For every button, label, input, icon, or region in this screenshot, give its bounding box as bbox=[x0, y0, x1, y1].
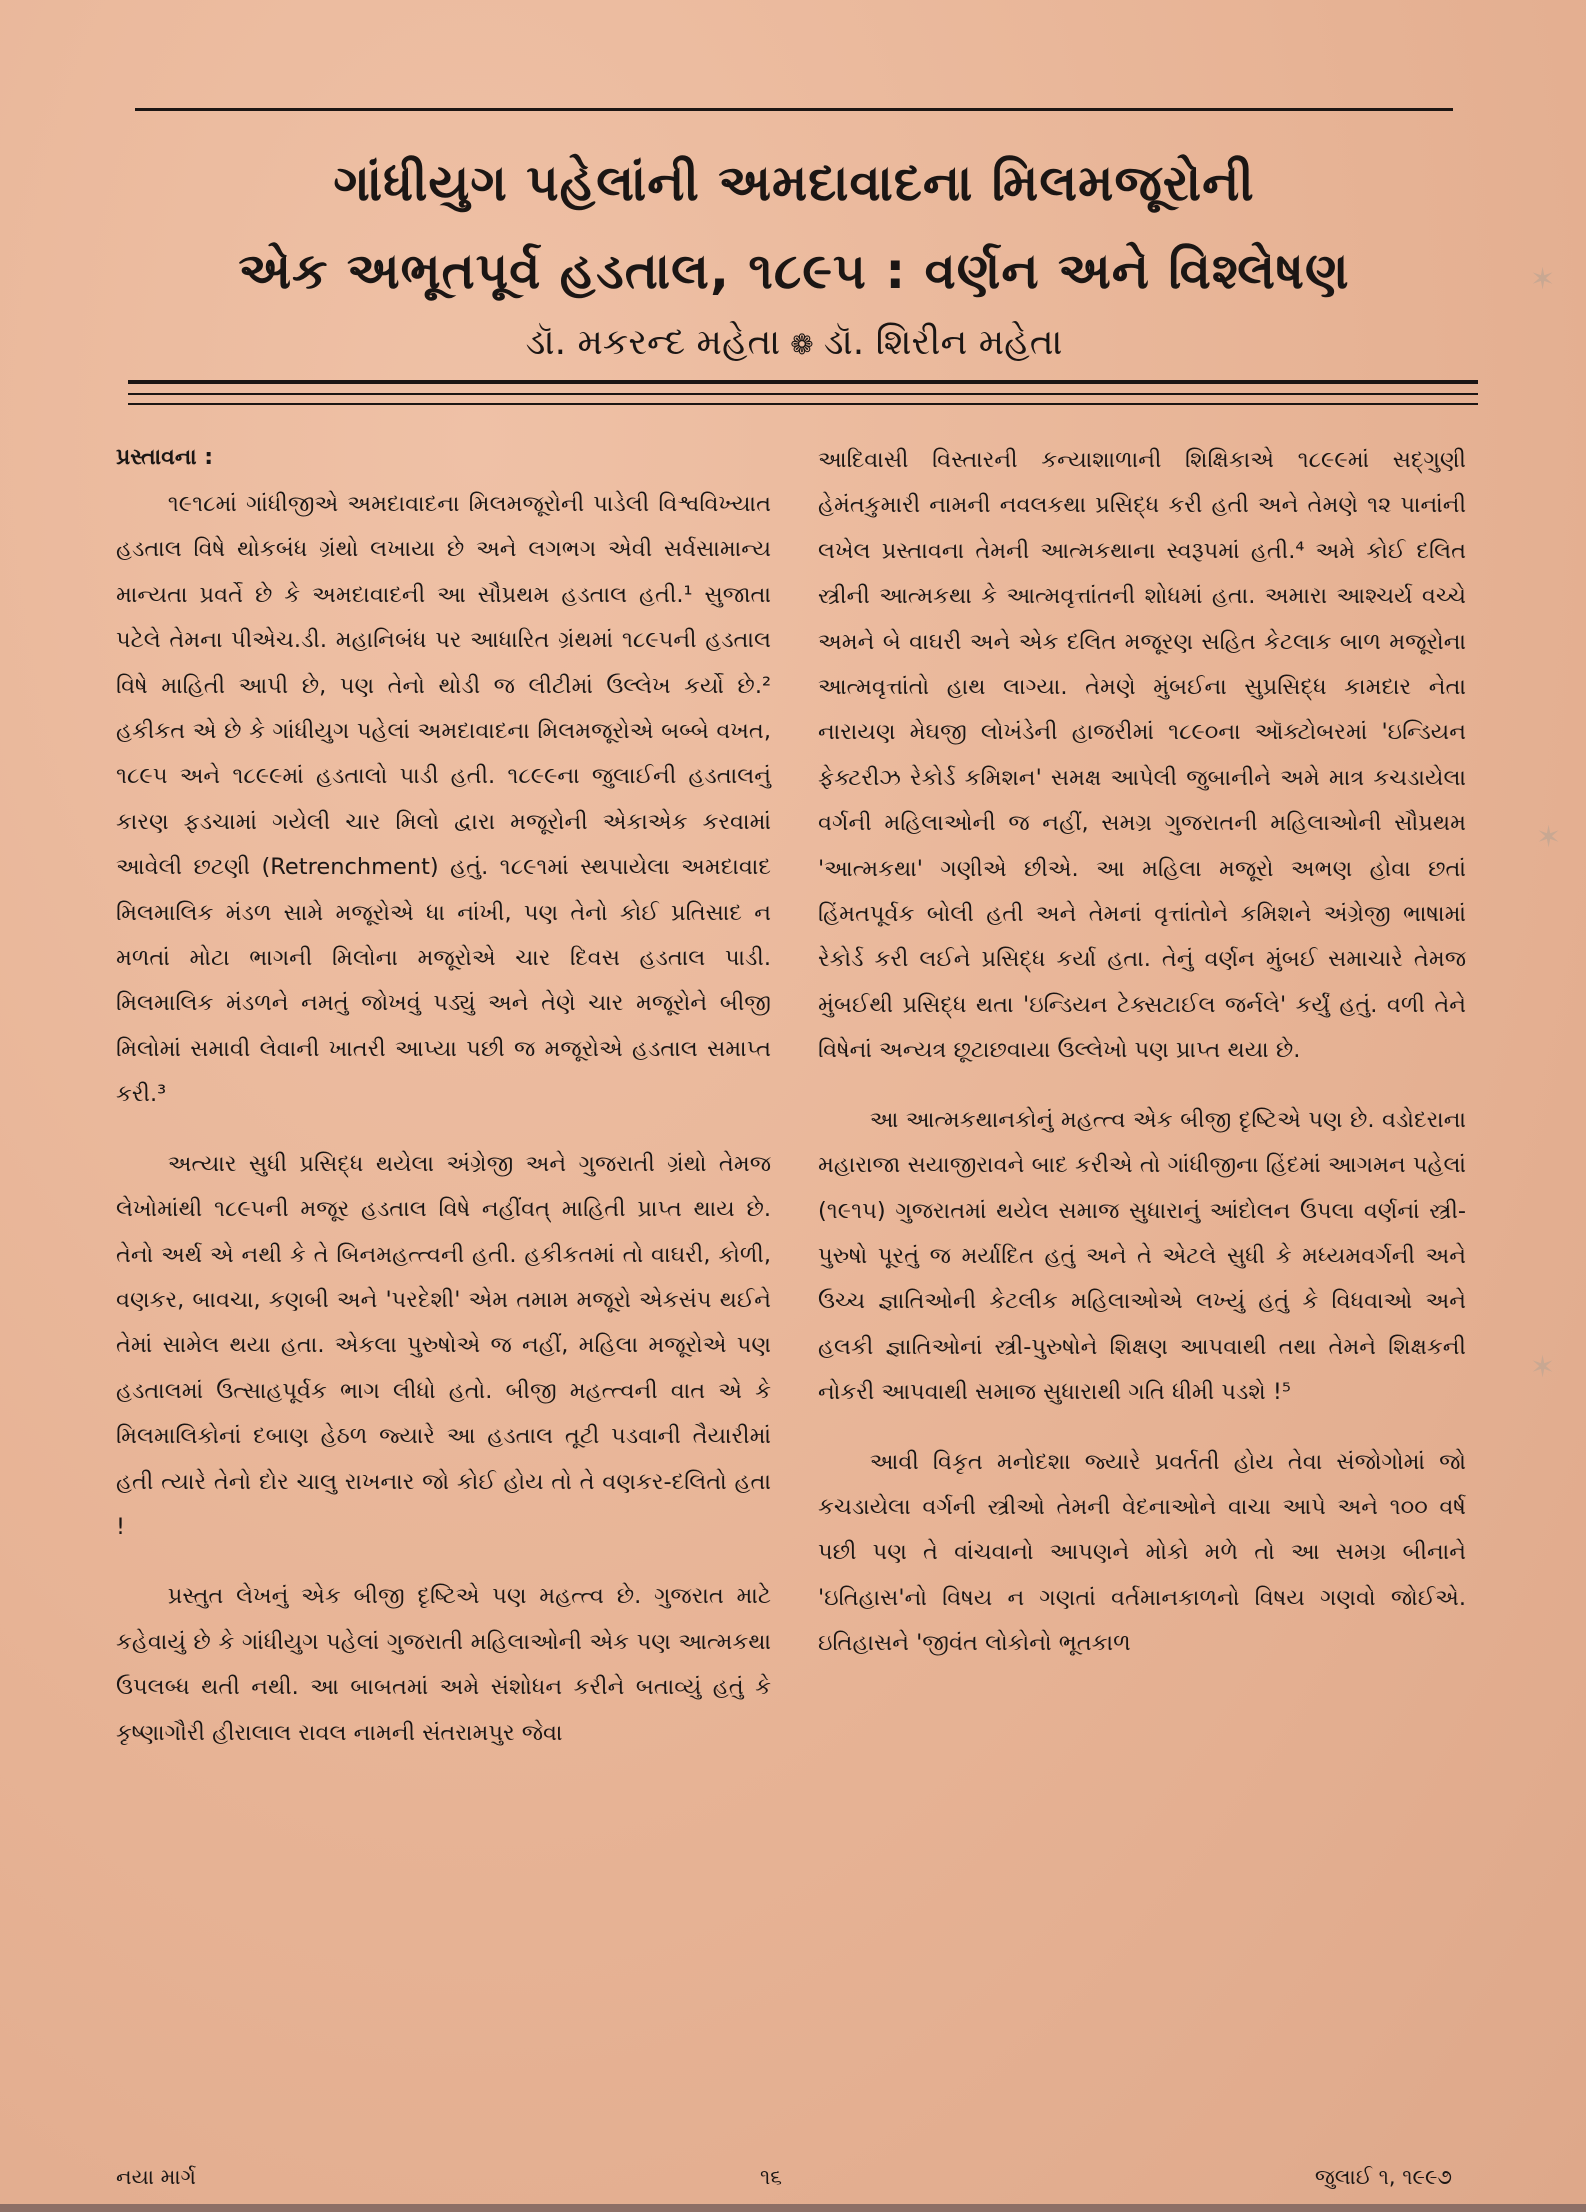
author-second: ડૉ. શિરીન મહેતા bbox=[823, 322, 1063, 363]
paper-speck-icon: ✶ bbox=[1530, 1350, 1556, 1385]
article-title-line-2: એક અભૂતપૂર્વ હડતાલ, ૧૮૯૫ : વર્ણન અને વિશ્લેષણ bbox=[238, 242, 1350, 300]
right-column bbox=[818, 438, 1466, 1667]
paragraph: અત્યાર સુધી પ્રસિદ્ધ થયેલા અંગ્રેજી અને ગુજરાતી ગ્રંથો તેમજ લેખોમાંથી ૧૮૯૫ની મજૂર હડતાલ વિષે નહીંવત્ માહિતી પ્રાપ્ત થાય છે. તેનો અર્થ એ નથી કે તે બિનમહત્ત્વની હતી. હકીકતમાં તો વાઘરી, કોળી, વણકર, બાવચા, કણબી અને 'પરદેશી' એમ તમામ મજૂરો એકસંપ થઈને તેમાં સામેલ થયા હતા. એકલા પુરુષોએ જ નહીં, મહિલા મજૂરોએ પણ હડતાલમાં ઉત્સાહપૂર્વક ભાગ લીધો હતો. બીજી મહત્ત્વની વાત એ કે મિલમાલિકોનાં દબાણ હેઠળ જ્યારે આ હડતાલ તૂટી પડવાની તૈયારીમાં હતી ત્યારે તેનો દોર ચાલુ રાખનાર જો કોઈ હોય તો તે વણકર-દલિતો હતા ! bbox=[116, 1150, 771, 1540]
paragraph: પ્રસ્તુત લેખનું એક બીજી દૃષ્ટિએ પણ મહત્ત્વ છે. ગુજરાત માટે કહેવાયું છે કે ગાંધીયુગ પહેલાં ગુજરાતી મહિલાઓની એક પણ આત્મકથા ઉપલબ્ધ થતી નથી. આ બાબતમાં અમે સંશોધન કરીને બતાવ્યું હતું કે કૃષ્ણાગૌરી હીરાલાલ રાવલ નામની સંતરામપુર જેવા bbox=[116, 1583, 771, 1746]
title-rule-thick bbox=[128, 380, 1478, 384]
top-rule bbox=[135, 108, 1453, 111]
paper-speck-icon: ✶ bbox=[1536, 820, 1562, 855]
paragraph: આવી વિકૃત મનોદશા જ્યારે પ્રવર્તતી હોય તેવા સંજોગોમાં જો કચડાયેલા વર્ગની સ્ત્રીઓ તેમની વેદનાઓને વાચા આપે અને ૧૦૦ વર્ષ પછી પણ તે વાંચવાનો આપણને મોકો મળે તો આ સમગ્ર બીનાને 'ઇતિહાસ'નો વિષય ન ગણતાં વર્તમાનકાળનો વિષય ગણવો જોઈએ. ઇતિહાસને 'જીવંત લોકોનો ભૂતકાળ bbox=[818, 1448, 1466, 1657]
footer-date: જુલાઈ ૧, ૧૯૯૭ bbox=[1314, 2165, 1452, 2189]
paper-speck-icon: ✶ bbox=[1530, 262, 1556, 297]
author-separator: ❁ bbox=[790, 328, 814, 361]
paragraph: ૧૯૧૮માં ગાંધીજીએ અમદાવાદના મિલમજૂરોની પાડેલી વિશ્વવિખ્યાત હડતાલ વિષે થોકબંધ ગ્રંથો લખાયા છે અને લગભગ એવી સર્વસામાન્ય માન્યતા પ્રવર્તે છે કે અમદાવાદની આ સૌપ્રથમ હડતાલ હતી.¹ સુજાતા પટેલે તેમના પીએચ.ડી. મહાનિબંધ પર આધારિત ગ્રંથમાં ૧૮૯૫ની હડતાલ વિષે માહિતી આપી છે, પણ તેનો થોડી જ લીટીમાં ઉલ્લેખ કર્યો છે.² હકીકત એ છે કે ગાંધીયુગ પહેલાં અમદાવાદના મિલમજૂરોએ બબ્બે વખત, ૧૮૯૫ અને ૧૮૯૯માં હડતાલો પાડી હતી. ૧૮૯૯ના જુલાઈની હડતાલનું કારણ ફડચામાં ગયેલી ચાર મિલો દ્વારા મજૂરોની એકાએક કરવામાં આવેલી છટણી (Retrenchment) હતું. ૧૮૯૧માં સ્થપાયેલા અમદાવાદ મિલમાલિક મંડળ સામે મજૂરોએ ધા નાંખી, પણ તેનો કોઈ પ્રતિસાદ ન મળતાં મોટા ભાગની મિલોના મજૂરોએ ચાર દિવસ હડતાલ પાડી. મિલમાલિક મંડળને નમતું જોખવું પડ્યું અને તેણે ચાર મજૂરોને બીજી મિલોમાં સમાવી લેવાની ખાતરી આપ્યા પછી જ મજૂરોએ હડતાલ સમાપ્ત કરી.³ bbox=[116, 491, 771, 1108]
footer-publication: નયા માર્ગ bbox=[116, 2165, 196, 2189]
title-rule-thin-2 bbox=[128, 403, 1478, 405]
authors-byline bbox=[135, 316, 1453, 372]
page-bottom-edge bbox=[0, 2204, 1586, 2212]
paragraph: આદિવાસી વિસ્તારની કન્યાશાળાની શિક્ષિકાએ ૧૮૯૯માં સદ્ગુણી હેમંતકુમારી નામની નવલકથા પ્રસિદ્ધ કરી હતી અને તેમણે ૧૨ પાનાંની લખેલ પ્રસ્તાવના તેમની આત્મકથાના સ્વરૂપમાં હતી.⁴ અમે કોઈ દલિત સ્ત્રીની આત્મકથા કે આત્મવૃત્તાંતની શોધમાં હતા. અમારા આશ્ચર્ય વચ્ચે અમને બે વાઘરી અને એક દલિત મજૂરણ સહિત કેટલાક બાળ મજૂરોના આત્મવૃત્તાંતો હાથ લાગ્યા. તેમણે મુંબઈના સુપ્રસિદ્ધ કામદાર નેતા નારાયણ મેઘજી લોખંડેની હાજરીમાં ૧૮૯૦ના ઑક્ટોબરમાં 'ઇન્ડિયન ફેક્ટરીઝ રેકોર્ડ કમિશન' સમક્ષ આપેલી જુબાનીને અમે માત્ર કચડાયેલા વર્ગની મહિલાઓની જ નહીં, સમગ્ર ગુજરાતની મહિલાઓની સૌપ્રથમ 'આત્મકથા' ગણીએ છીએ. આ મહિલા મજૂરો અભણ હોવા છતાં હિંમતપૂર્વક બોલી હતી અને તેમનાં વૃત્તાંતોને કમિશને અંગ્રેજી ભાષામાં રેકોર્ડ કરી લઈને પ્રસિદ્ધ કર્યા હતા. તેનું વર્ણન મુંબઈ સમાચારે તેમજ મુંબઈથી પ્રસિદ્ધ થતા 'ઇન્ડિયન ટેક્સટાઈલ જર્નલે' કર્યું હતું. વળી તેને વિષેનાં અન્યત્ર છૂટાછવાયા ઉલ્લેખો પણ પ્રાપ્ત થયા છે. bbox=[818, 447, 1466, 1064]
section-heading: પ્રસ્તાવના : bbox=[116, 445, 214, 470]
paragraph: આ આત્મકથાનકોનું મહત્ત્વ એક બીજી દૃષ્ટિએ પણ છે. વડોદરાના મહારાજા સયાજીરાવને બાદ કરીએ તો ગાંધીજીના હિંદમાં આગમન પહેલાં (૧૯૧૫) ગુજરાતમાં થયેલ સમાજ સુધારાનું આંદોલન ઉપલા વર્ણનાં સ્ત્રી-પુરુષો પૂરતું જ મર્યાદિત હતું અને તે એટલે સુધી કે મધ્યમવર્ગની અને ઉચ્ચ જ્ઞાતિઓની કેટલીક મહિલાઓએ લખ્યું હતું કે વિધવાઓ અને હલકી જ્ઞાતિઓનાં સ્ત્રી-પુરુષોને શિક્ષણ આપવાથી તથા તેમને શિક્ષકની નોકરી આપવાથી સમાજ સુધારાથી ગતિ ધીમી પડશે !⁵ bbox=[818, 1106, 1466, 1406]
title-rule-thin-1 bbox=[128, 393, 1478, 395]
left-column bbox=[116, 438, 771, 1756]
footer-page-number: ૧૬ bbox=[760, 2165, 783, 2189]
author-first: ડૉ. મકરન્દ મહેતા bbox=[525, 322, 781, 363]
article-title-line-1: ગાંધીયુગ પહેલાંની અમદાવાદના મિલમજૂરોની bbox=[333, 154, 1255, 212]
